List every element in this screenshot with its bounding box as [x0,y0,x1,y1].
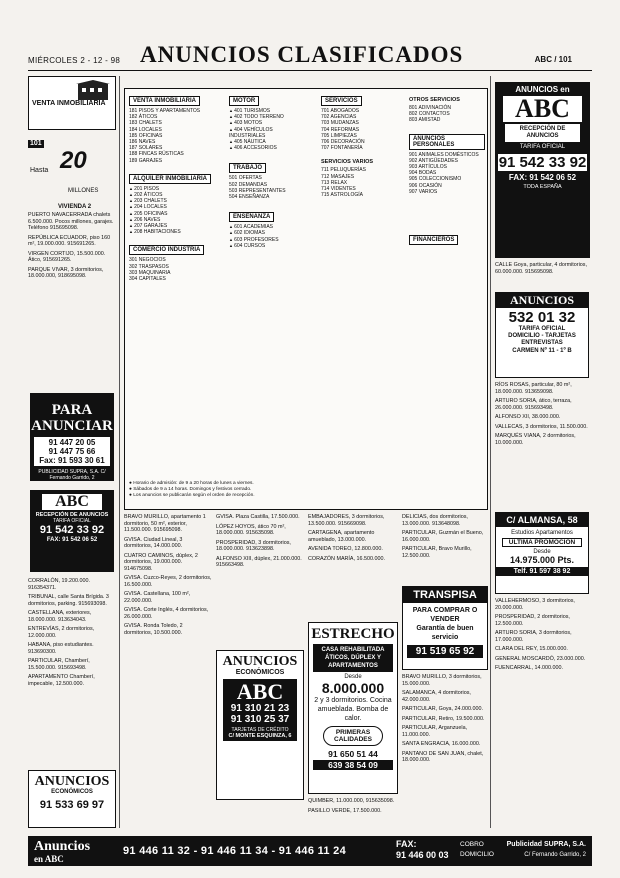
estrecho-desc: 2 y 3 dormitorios. Cocina amueblada. Bomba de calor. [314,697,392,722]
classified-ad: CARTAGENA, apartamento amueblado, 13.000.000. [308,530,375,543]
index-item: 901 ANIMALES DOMÉSTICOS [409,151,479,158]
almansa-price: 14.975.000 Pts. [509,555,575,565]
index-item: 187 SOLARES [129,145,163,152]
header-date: MIÉRCOLES 2 - 12 - 98 [28,56,121,65]
index-item: ▲ 206 NAVES [129,217,216,223]
economicos-mid-sub: ECONÓMICOS [235,669,285,676]
footer-fax-number: 91 446 00 03 [396,850,449,860]
classified-ad: PUERTO NAVACERRADA chalets 6.500.000. Pocos millones, garajes. Teléfono 915695098. [28,212,114,232]
index-item: ▲ 202 ÁTICOS [129,192,216,198]
classified-ad: AVENIDA TOREO, 12.800.000. [308,546,383,552]
index-notes [129,481,481,499]
classified-ad: CUATRO CAMINOS, dúplex, 2 dormitorios, 19.000.000. 914675098. [124,552,198,572]
index-item: 904 BODAS [409,170,437,177]
hasta-unit: MILLONES [68,188,99,194]
economicos-mid-tarjetas: TARJETAS DE CRÉDITO [231,727,289,733]
index-item: 702 AGENCIAS [321,114,357,121]
footer-en-abc: en ABC [34,854,64,864]
anuncios-economicos-box-left [28,770,116,828]
classified-ad: GVISA. Corte Inglés, 4 dormitorios, 26.000.000. [124,607,209,620]
footer-supra-name: Publicidad SUPRA, S.A. [506,841,586,848]
index-item: 711 PELUQUERÍAS [321,167,366,174]
footer-phones: 91 446 11 32 - 91 446 11 34 - 91 446 11 24 [123,845,347,857]
index-note: ● Sábados de 9 a 14 horas. Domingos y festivos cerrado. [129,487,252,492]
right-ad-calle: CALLE Goya, particular, 4 dormitorios, 60.000.000. 915695098. [495,262,587,275]
mid-ads-col-4b [402,674,488,767]
classified-ad: VALLECAS, 3 dormitorios, 11.500.000. [495,423,588,430]
economicos-sub: ECONÓMICOS [51,789,93,795]
index-item: 707 FONTANERÍA [321,145,363,152]
footer-fax [396,839,449,861]
index-item: 701 ABOGADOS [321,108,360,114]
classified-ad: DELICIAS, dos dormitorios, 13.000.000. 913648098. [402,514,468,527]
anuncios-phone-number: 532 01 32 [508,309,576,326]
classified-ad: VALLEHERMOSO, 3 dormitorios, 20.000.000. [495,598,575,611]
classified-ad: PASILLO VERDE, 17.500.000. [308,807,382,814]
para-phone-number: 91 447 20 05 [48,438,96,447]
classified-ad: EMBAJADORES, 3 dormitorios, 13.500.000. 915669098. [308,514,385,527]
index-list-otros [405,105,485,124]
index-item: ▲ 601 ACADEMIAS [229,224,309,230]
para-phone-number: 91 447 75 66 [48,447,96,456]
index-item: 304 CAPITALES [129,276,166,283]
transpisa-phone: 91 519 65 92 [407,645,483,658]
classified-ad: PARTICULAR, Arganzuela, 11.000.000. [402,725,468,738]
index-note: ● Los anuncios se publicarán según el orden de recepción. [129,493,255,498]
index-note: ● Horario de admisión: de 9 a 20 horas de lunes a viernes. [129,481,254,486]
abc-box-right [495,82,590,258]
index-item: 186 NAVES [129,139,156,146]
transpisa-title: TRANSPISA [403,587,487,603]
mid-ads-col-3 [308,514,398,565]
index-list-trabajo [225,175,313,200]
index-item: 302 TRASPASOS [129,263,169,270]
classified-ad: ARTURO SORIA, ático, terraza, 26.000.000. 915693498. [495,398,572,411]
anuncios-phone-line2: DOMICILIO - TARJETAS [508,333,576,339]
index-item: 182 ÁTICOS [129,114,158,121]
index-item: 189 GARAJES [129,157,163,164]
index-item: 181 PISOS Y APARTAMENTOS [129,108,201,114]
classified-ad: PROSPERIDAD, 2 dormitorios, 12.500.000. [495,614,570,627]
index-item: 714 VIDENTES [321,186,356,193]
viviendas-title: VIVIENDA 2 [58,204,92,210]
right-ad-calle-wrap [495,262,590,278]
index-item: 185 OFICINAS [129,132,163,139]
almansa-phone: Telf. 91 597 38 92 [496,567,588,576]
column-rule [119,76,120,828]
index-item: ▲ 207 GARAJES [129,223,216,229]
header-rule [28,70,592,71]
almansa-box [495,512,589,594]
index-heading-trabajo: TRABAJO [229,163,266,173]
index-item: 301 NEGOCIOS [129,257,166,264]
economicos-mid-phone1: 91 310 21 23 [230,703,290,714]
anuncios-phone-line4: CARMEN Nº 11 - 1º B [512,348,572,354]
index-item: 906 OCASIÓN [409,182,442,189]
index-item: 184 LOCALES [129,126,162,133]
mid-ads-col-1 [124,514,212,639]
mid-ads-col-3b [308,798,398,817]
index-heading-servicios: SERVICIOS [321,96,362,106]
section-index [124,88,488,510]
left-ads-group-2 [28,578,116,690]
index-item: ▲ 204 LOCALES [129,204,216,210]
abc-recepcion-box-left [30,490,114,572]
classified-ad: CLARA DEL REY, 15.000.000. [495,646,568,652]
index-item: 503 REPRESENTANTES [229,187,286,194]
index-item: 502 DEMANDAS [229,181,268,188]
index-item: ▲ 205 OFICINAS [129,211,216,217]
classified-ad: MARQUÉS VIANA, 2 dormitorios, 10.000.000. [495,433,576,446]
index-list-servicios [317,108,401,151]
index-item: 801 ADIVINACIÓN [409,105,451,111]
classified-ad: RÍOS ROSAS, particular, 80 m², 18.000.000. 913659098. [495,382,572,395]
estrecho-phone1: 91 650 51 44 [328,749,378,759]
para-footer: PUBLICIDAD SUPRA, S.A. C/ Fernando Garrido, 2 [38,469,106,481]
index-heading-financieros: FINANCIEROS [409,235,458,245]
index-item: 803 AMISTAD [409,117,441,124]
abc-right-phone: 91 542 33 92 [498,154,587,171]
estrecho-calidades: PRIMERAS CALIDADES [323,726,383,746]
footer-cobro-label: COBRO [460,841,484,848]
index-item: 504 ENSEÑANZA [229,194,270,201]
index-col-d [405,89,485,247]
index-item: 706 DECORACIÓN [321,139,365,146]
almansa-price-label: Desde [533,549,551,555]
classified-ad: PARTICULAR, Bravo Murillo, 12.500.000. [402,546,472,559]
economicos-title: ANUNCIOS [34,774,110,789]
classified-ad: CASTELLANA, exteriores, 18.000.000. 913634043. [28,610,92,623]
hasta-amount: 20 [60,147,87,174]
index-list-venta [125,108,220,164]
classified-ad: ENTREVÍAS, 2 dormitorios, 12.000.000. [28,626,95,639]
index-item: ▲ 604 CURSOS [229,243,309,249]
index-item: 703 MUDANZAS [321,120,359,127]
index-item: ▲ 404 VEHÍCULOS INDUSTRIALES [229,127,309,139]
left-column [28,76,116,283]
economicos-mid-direccion: C/ MONTE ESQUINZA, 6 [228,733,292,739]
estrecho-price: 8.000.000 [321,680,385,696]
classified-ad: ARTURO SORIA, 3 dormitorios, 17.000.000. [495,630,572,643]
estrecho-sub: CASA REHABILITADA ÁTICOS, DÚPLEX Y APARTAMENTOS [313,644,393,672]
abc-logo: ABC [42,494,102,510]
footer-domicilio-label: DOMICILIO [460,851,494,858]
abc-right-tarifa: TARIFA OFICIAL [519,144,566,150]
economicos-phone: 91 533 69 97 [39,799,105,811]
abc-right-sub: RECEPCIÓN DE ANUNCIOS [505,124,580,142]
classified-ad: ALFONSO XII, 38.000.000. [495,414,561,420]
right-ads-group-2 [495,598,590,675]
economicos-mid-logo: ABC [236,679,284,704]
index-item: ▲ 405 NÁUTICA [229,139,309,145]
index-list-alquiler [125,186,220,236]
estrecho-box [308,622,398,794]
index-heading-ensenanza: ENSEÑANZA [229,212,274,222]
classified-ad: GVISA. Ciudad Lineal, 3 dormitorios, 14.000.000. [124,536,183,549]
abc-fax: FAX: 91 542 06 52 [46,537,98,543]
anuncios-phone-box [495,292,589,378]
classified-ad: VIRGEN CORTIJO, 15.500.000. Ático, 915691265. [28,250,106,264]
footer-fax-label: FAX: [396,839,417,849]
section-number-badge: 101 [30,140,42,147]
index-list-servicios-varios [317,167,401,198]
anuncios-phone-line1: TARIFA OFICIAL [518,326,566,332]
economicos-mid-title: ANUNCIOS [222,654,298,669]
index-col-c [317,89,401,198]
para-phone-number: Fax: 91 593 30 61 [39,456,105,465]
classified-ad: GVISA. Ronda Toledo, 2 dormitorios, 10.500.000. [124,623,183,636]
classified-ad: BRAVO MURILLO, 3 dormitorios, 15.000.000. [402,674,482,687]
anuncios-economicos-box-mid [216,650,304,800]
classified-ad: GENERAL MOSCARDÓ, 23.000.000. [495,655,586,662]
index-item: ▲ 603 PROFESORES [229,237,309,243]
classified-ad: SANTA ENGRACIA, 16.000.000. [402,741,481,747]
anuncios-phone-line3: ENTREVISTAS [521,340,563,346]
index-item: 905 COLECCIONISMO [409,176,462,183]
index-heading-servicios-varios: SERVICIOS VARIOS [321,159,374,166]
index-item: ▲ 403 MOTOS [229,120,309,126]
index-item: 907 VARIOS [409,188,438,195]
index-item: 705 LIMPIEZAS [321,132,357,139]
abc-phone: 91 542 33 92 [39,524,105,536]
abc-right-logo: ABC [503,96,582,122]
abc-right-fax: FAX: 91 542 06 52 [508,173,577,182]
para-anunciar-title: PARA ANUNCIAR [31,402,113,434]
index-item: 704 REFORMAS [321,126,360,133]
index-list-personales [405,152,485,195]
index-heading-personales: ANUNCIOS PERSONALES [409,134,485,150]
classified-ad: FUENCARRAL, 14.000.000. [495,665,564,671]
economicos-mid-phone2: 91 310 25 37 [230,714,290,725]
classified-ad: PROSPERIDAD, 3 dormitorios, 18.000.000. 913623898. [216,539,291,552]
para-phones [34,437,110,466]
index-item: ▲ 402 TODO TERRENO [229,114,309,120]
index-item: 903 ARTÍCULOS [409,164,447,171]
classified-ad: PANTANO DE SAN JUAN, chalet, 18.000.000. [402,750,484,763]
page-title: ANUNCIOS CLASIFICADOS [140,42,464,67]
footer-anuncios-label [34,840,90,866]
para-anunciar-box [30,393,114,481]
economicos-mid-panel [223,679,297,741]
index-heading-otros: OTROS SERVICIOS [409,97,460,103]
classified-ad: GVISA. Plaza Castilla, 17.500.000. [216,514,300,520]
classified-ad: TRIBUNAL, calle Santa Brígida. 3 dormitorios, parking. 915693098. [28,594,109,607]
classified-ad: REPÚBLICA ECUADOR, piso 160 m², 19.000.000. 915691265. [28,234,111,248]
classified-ad: PARTICULAR, Goya, 24.000.000. [402,706,484,712]
classified-ad: PARTICULAR, Chamberí, 15.500.000. 915693498. [28,658,90,671]
index-item: 715 ASTROLOGÍA [321,192,363,199]
index-item: ▲ 208 HABITACIONES [129,229,216,235]
abc-recepcion-label: RECEPCIÓN DE ANUNCIOS [35,512,109,518]
classified-ad: GVISA. Castellana, 100 m², 22.000.000. [124,591,191,604]
index-item: 902 ANTIGÜEDADES [409,157,458,164]
index-item: ▲ 406 ACCESORIOS [229,145,309,151]
index-item: 802 CONTACTOS [409,111,450,118]
left-ads-group-1 [28,212,116,280]
right-ads-group-1 [495,382,590,449]
index-item: 713 RELAX [321,179,348,186]
index-col-a [125,89,220,282]
column-rule [490,76,491,828]
almansa-line2: ÚLTIMA PROMOCIÓN [502,538,582,547]
almansa-title: C/ ALMANSA, 58 [496,513,588,527]
classified-ad: GVISA. Cuzco-Reyes, 2 dormitorios, 16.500.000. [124,575,212,588]
index-item: 501 OFERTAS [229,175,262,182]
index-heading-venta: VENTA INMOBILIARIA [129,96,200,106]
estrecho-title: ESTRECHO [311,626,395,642]
index-list-ensenanza [225,224,313,249]
estrecho-phone2: 639 38 54 09 [313,760,393,770]
index-list-comercio [125,257,220,282]
transpisa-box [402,586,488,670]
estrecho-price-label: Desde [344,674,362,680]
index-item: 303 MAQUINARIA [129,269,171,276]
abc-right-header: ANUNCIOS en [515,85,570,94]
classified-ad: HABANA, piso estudiantes. 913690300. [28,642,94,655]
abc-right-note: TODA ESPAÑA [523,184,562,190]
classified-ad: QUIMBER, 11.000.000, 915635098. [308,798,395,804]
footer-anuncios: Anuncios [34,839,91,854]
classified-ad: PARQUE VIVAR, 3 dormitorios, 18.000.000, 918695098. [28,266,104,280]
classified-ad: APARTAMENTO Chamberí, impecable, 12.500.000. [28,674,95,687]
index-col-b [225,89,313,249]
index-item: ▲ 203 CHALETS [129,198,216,204]
mid-ads-col-4 [402,514,488,562]
index-item: 712 MASAJES [321,173,355,180]
classified-ad: CORRALÓN, 19.200.000. 916354371. [28,578,91,591]
classified-ad: PARTICULAR, Guzmán el Bueno, 16.000.000. [402,530,484,543]
index-item: ▲ 602 IDIOMAS [229,230,309,236]
footer-cobro [460,840,494,860]
footer-banner [28,836,592,866]
header-page-number: ABC / 101 [534,55,572,64]
hasta-prefix: Hasta [30,167,49,174]
venta-inmobiliaria-banner [28,76,116,130]
footer-supra [507,840,586,860]
classified-ad: BRAVO MURILLO, apartamento 1 dormitorio, 50 m², exterior, 11.500.000. 915695098. [124,514,206,533]
classified-ad: ALFONSO XIII, dúplex, 21.000.000. 915663498. [216,555,302,568]
abc-tarifa-label: TARIFA OFICIAL [53,518,91,524]
classified-ad: CORAZÓN MARÍA, 16.500.000. [308,555,385,562]
index-item: 183 CHALETS [129,120,162,127]
index-heading-alquiler: ALQUILER INMOBILIARIA [129,174,211,184]
classified-ad: PARTICULAR, Retiro, 19.500.000. [402,715,485,722]
index-item: ▲ 401 TURISMOS [229,108,309,114]
index-item: 188 FINCAS RÚSTICAS [129,151,184,158]
index-heading-comercio: COMERCIO INDUSTRIA [129,245,204,255]
transpisa-line1: PARA COMPRAR O VENDER [412,607,478,623]
mid-ads-col-2 [216,514,304,572]
anuncios-phone-title: ANUNCIOS [496,293,588,308]
index-item: ▲ 201 PISOS [129,186,216,192]
venta-label: VENTA INMOBILIARIA [32,100,106,107]
classified-ad: LÓPEZ HOYOS, ático 70 m², 18.000.000. 915635098. [216,523,286,536]
index-list-motor [225,108,313,151]
footer-supra-address: C/ Fernando Garrido, 2 [524,852,586,858]
hasta-20-millones [28,147,116,202]
classified-ad: SALAMANCA, 4 dormitorios, 42.000.000. [402,690,471,703]
index-heading-motor: MOTOR [229,96,259,106]
almansa-line1: Estudios Apartamentos [511,530,573,536]
transpisa-line2: Garantía de buen servicio [416,625,474,641]
